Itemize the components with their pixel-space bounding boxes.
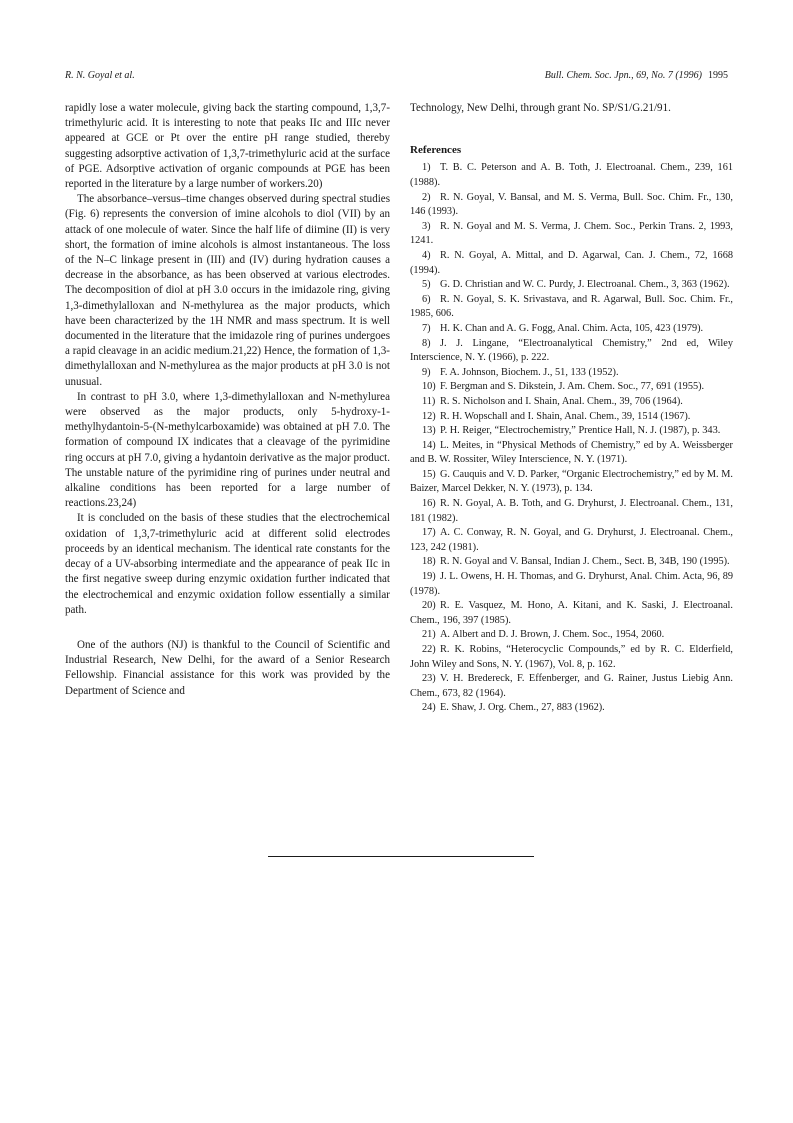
reference-number: 8) — [422, 337, 431, 349]
reference-number: 18) — [422, 556, 436, 568]
left-column — [65, 101, 390, 699]
reference-text: R. N. Goyal and M. S. Verma, J. Chem. Soc., Perkin Trans. 2, 1993, 1241. — [410, 220, 733, 247]
reference-text: F. Bergman and S. Dikstein, J. Am. Chem. Soc., 77, 691 (1955). — [440, 381, 705, 393]
reference-item — [410, 220, 733, 249]
reference-number: 4) — [422, 249, 431, 261]
reference-text: H. K. Chan and A. G. Fogg, Anal. Chim. Acta, 105, 423 (1979). — [440, 322, 704, 334]
reference-item — [410, 424, 733, 439]
header-journal: Bull. Chem. Soc. Jpn., 69, No. 7 (1996) — [544, 70, 702, 81]
acknowledgement-continuation: Technology, New Delhi, through grant No. SP/S1/G.21/91. — [410, 102, 671, 114]
reference-text: J. L. Owens, H. H. Thomas, and G. Dryhurst, Anal. Chim. Acta, 96, 89 (1978). — [410, 571, 733, 597]
reference-text: G. Cauquis and V. D. Parker, “Organic Electrochemistry,” ed by M. M. Baizer, Marcel Dekker, N. Y. (1973), p. 134. — [410, 468, 733, 495]
reference-number: 1) — [422, 162, 431, 174]
reference-number: 3) — [422, 220, 431, 232]
reference-number: 2) — [422, 191, 431, 203]
page-number: 1995 — [708, 70, 728, 81]
running-header — [65, 70, 728, 84]
reference-number: 19) — [422, 571, 436, 583]
reference-item — [410, 278, 733, 293]
acknowledgement: One of the authors (NJ) is thankful to the Council of Scientific and Industrial Research, New Delhi, for the award of a Senior Research Fellowship. Financial assistance for this work was provided by the Department of Science and — [65, 638, 390, 697]
reference-item — [410, 191, 733, 220]
reference-text: R. N. Goyal, V. Bansal, and M. S. Verma, Bull. Soc. Chim. Fr., 130, 146 (1993). — [410, 191, 733, 218]
reference-text: L. Meites, in “Physical Methods of Chemistry,” ed by A. Weissberger and B. W. Rossiter, Wiley Interscience, N. Y. (1971). — [410, 439, 733, 466]
reference-number: 20) — [422, 600, 436, 612]
reference-item — [410, 337, 733, 366]
reference-text: R. E. Vasquez, M. Hono, A. Kitani, and K. Saski, J. Electroanal. Chem., 196, 397 (1985). — [410, 600, 733, 626]
header-authors: R. N. Goyal et al. — [65, 70, 135, 81]
reference-item — [410, 468, 733, 497]
reference-text: F. A. Johnson, Biochem. J., 51, 133 (1952). — [440, 366, 619, 378]
reference-item — [410, 497, 733, 526]
reference-text: R. H. Wopschall and I. Shain, Anal. Chem., 39, 1514 (1967). — [440, 410, 691, 422]
reference-text: A. C. Conway, R. N. Goyal, and G. Dryhurst, J. Electroanal. Chem., 123, 242 (1981). — [410, 527, 733, 553]
reference-number: 14) — [422, 439, 436, 451]
reference-number: 6) — [422, 293, 431, 305]
header-journal-info — [545, 70, 728, 81]
reference-item — [410, 672, 733, 701]
reference-text: P. H. Reiger, “Electrochemistry,” Prentice Hall, N. J. (1987), p. 343. — [440, 425, 721, 437]
reference-text: T. B. C. Peterson and A. B. Toth, J. Electroanal. Chem., 239, 161 (1988). — [410, 162, 733, 188]
body-paragraph: rapidly lose a water molecule, giving back the starting compound, 1,3,7-trimethyluric acid. It is interesting to note that peaks IIc and IIIc never appeared at GCE or Pt over the entire pH range studied, thereby suggesting adsorptive activation of 1,3,7-trimethyluric acid at the surface of PGE. Adsorptive activation of organic compounds at PGE has been reported in the literature by a large number of workers.20) — [65, 102, 390, 191]
reference-number: 13) — [422, 425, 436, 437]
reference-text: R. K. Robins, “Heterocyclic Compounds,” ed by R. C. Elderfield, John Wiley and Sons, N. Y. (1967), Vol. 8, p. 162. — [410, 644, 733, 670]
reference-item — [410, 570, 733, 599]
reference-item — [410, 628, 733, 643]
references-heading: References — [410, 144, 462, 157]
reference-item — [410, 395, 733, 410]
right-column — [410, 101, 733, 716]
body-paragraph: In contrast to pH 3.0, where 1,3-dimethylalloxan and N-methylurea were observed as the major products, only 5-hydroxy-1-methylhydantoin-5-(N-methylcarboxamide) was obtained at pH 7.0. The formation of compound IX indicates that a cleavage of the pyrimidine ring occurs at pH 7.0, giving a hydantoin derivative as the major product. The unstable nature of the pyrimidine ring of purines under neutral and alkaline conditions has been reported for a large number of reactions.23,24) — [65, 390, 390, 510]
reference-item — [410, 249, 733, 278]
reference-item — [410, 599, 733, 628]
reference-text: V. H. Bredereck, F. Effenberger, and G. Rainer, Justus Liebig Ann. Chem., 673, 82 (1964). — [410, 673, 733, 699]
reference-number: 12) — [422, 410, 436, 422]
reference-text: R. S. Nicholson and I. Shain, Anal. Chem., 39, 706 (1964). — [440, 395, 683, 407]
reference-text: G. D. Christian and W. C. Purdy, J. Electroanal. Chem., 3, 363 (1962). — [440, 279, 730, 291]
reference-text: J. J. Lingane, “Electroanalytical Chemistry,” 2nd ed, Wiley Interscience, N. Y. (1966), p. 222. — [410, 337, 733, 364]
reference-item — [410, 322, 733, 337]
reference-item — [410, 161, 733, 190]
reference-item — [410, 293, 733, 322]
reference-item — [410, 701, 733, 716]
reference-item — [410, 439, 733, 468]
reference-number: 21) — [422, 629, 436, 641]
reference-text: A. Albert and D. J. Brown, J. Chem. Soc., 1954, 2060. — [440, 629, 665, 641]
reference-item — [410, 410, 733, 425]
reference-text: R. N. Goyal, S. K. Srivastava, and R. Agarwal, Bull. Soc. Chim. Fr., 1985, 606. — [410, 293, 733, 320]
reference-item — [410, 366, 733, 381]
reference-number: 24) — [422, 702, 436, 714]
reference-number: 7) — [422, 322, 431, 334]
reference-text: R. N. Goyal and V. Bansal, Indian J. Chem., Sect. B, 34B, 190 (1995). — [440, 556, 730, 568]
end-rule-divider — [268, 856, 534, 857]
body-paragraph: The absorbance–versus–time changes observed during spectral studies (Fig. 6) represents the conversion of imine alcohols to diol (VII) by an attack of one molecule of water. Since the half life of diimine (II) is very short, the formation of imine alcohols is almost instantaneous. The loss of the N–C linkage present in (III) and (IV) during hydration causes a decrease in the absorbance, as has been observed at various electrodes. The decomposition of diol at pH 3.0 occurs in the imidazole ring, giving 1,3-dimethylalloxan and N-methylurea as the major products, which have been characterized by the 1H NMR and mass spectrum. It is well documented in the literature that the imidazole ring of purines undergoes a rapid cleavage in an acidic medium.21,22) Hence, the formation of 1,3-dimethylalloxan and N-methylurea as the major products at pH 3.0 is not unusual. — [65, 193, 390, 388]
reference-item — [410, 555, 733, 570]
reference-number: 23) — [422, 673, 436, 685]
reference-number: 22) — [422, 644, 436, 655]
body-paragraph: It is concluded on the basis of these studies that the electrochemical oxidation of 1,3,7-trimethyluric acid at different solid electrodes proceeds by an identical mechanism. The identical rate constants for the decay of a UV-absorbing intermediate and the appearance of peak IIc in the first negative sweep during enzymic oxidation further indicated that the electrochemical and enzymic oxidation follow essentially a similar path. — [65, 512, 390, 616]
reference-item — [410, 643, 733, 672]
reference-item — [410, 526, 733, 555]
reference-number: 16) — [422, 498, 436, 510]
reference-item — [410, 380, 733, 395]
reference-number: 10) — [422, 381, 436, 393]
reference-number: 17) — [422, 527, 436, 539]
reference-text: R. N. Goyal, A. B. Toth, and G. Dryhurst, J. Electroanal. Chem., 131, 181 (1982). — [410, 498, 733, 524]
reference-number: 5) — [422, 279, 431, 291]
reference-text: E. Shaw, J. Org. Chem., 27, 883 (1962). — [440, 702, 605, 714]
reference-number: 9) — [422, 366, 431, 378]
reference-text: R. N. Goyal, A. Mittal, and D. Agarwal, Can. J. Chem., 72, 1668 (1994). — [410, 249, 733, 276]
reference-number: 11) — [422, 395, 436, 407]
reference-number: 15) — [422, 468, 436, 480]
references-list — [410, 161, 733, 716]
